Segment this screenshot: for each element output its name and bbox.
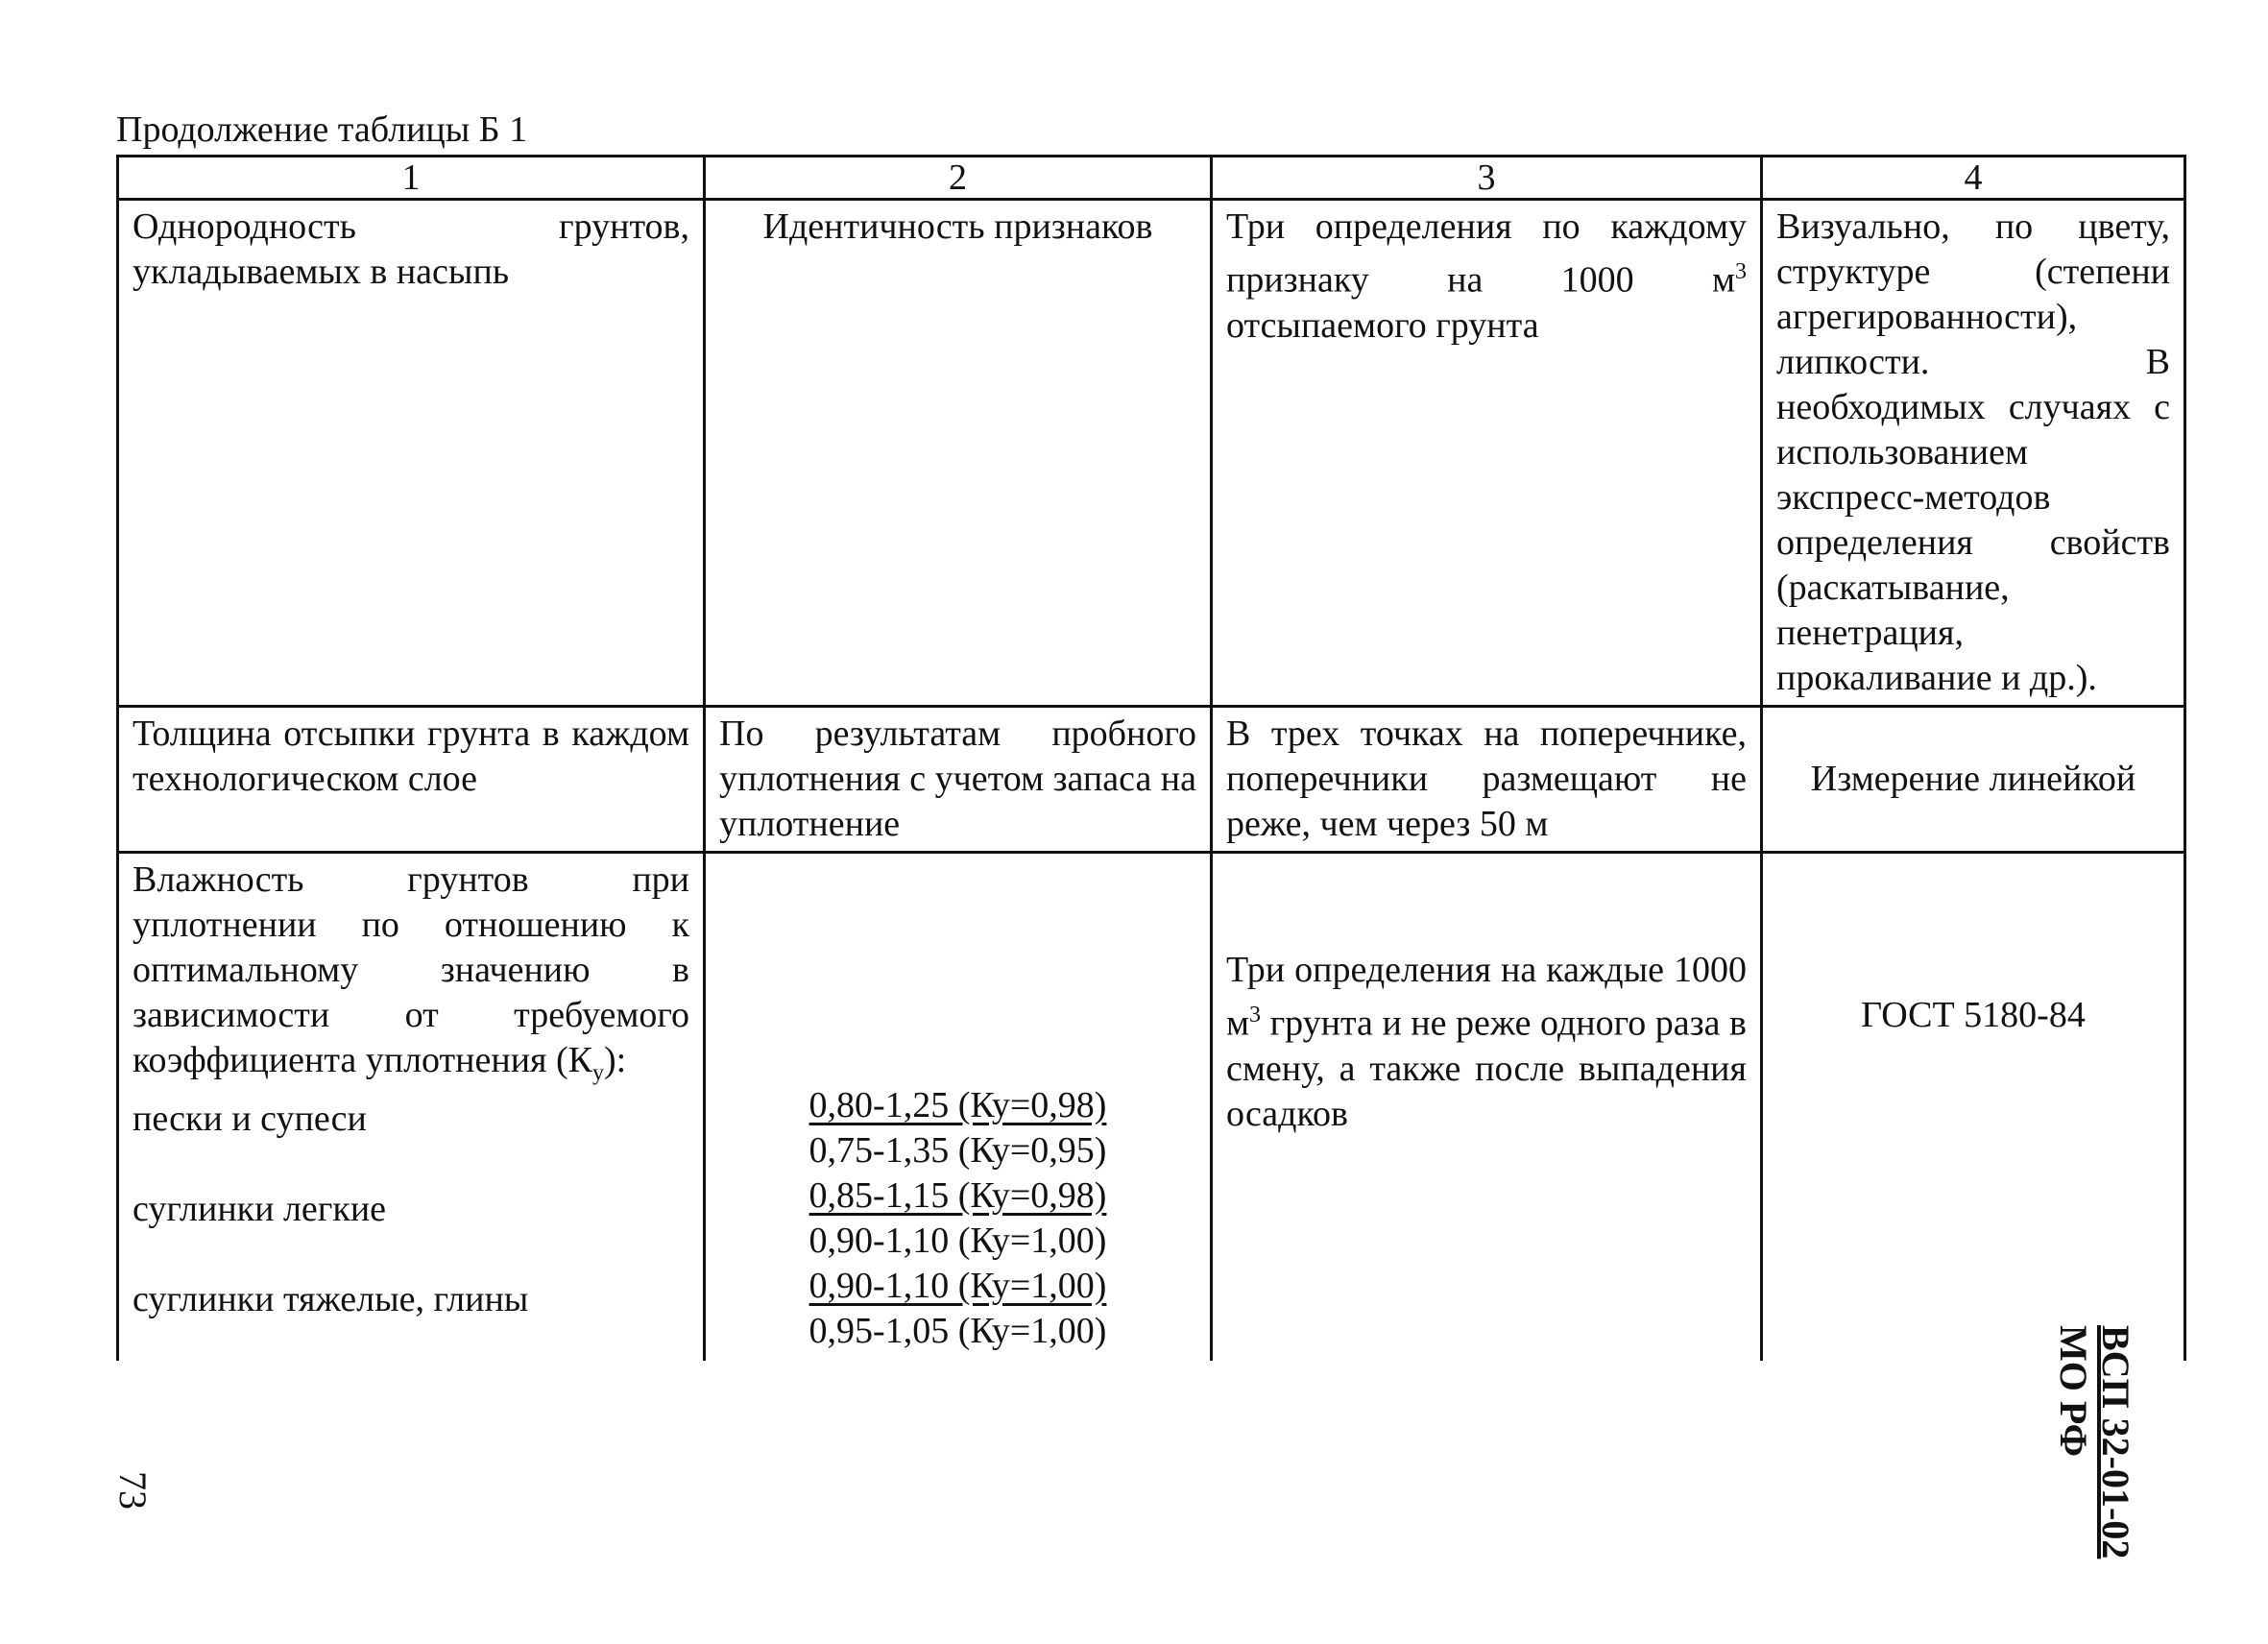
document-code-line1: ВСП 32-01-02 — [2094, 1325, 2137, 1559]
row3-intro-tail: ): — [604, 1040, 627, 1080]
document-code-text — [2052, 1325, 2136, 1559]
cubic-superscript: 3 — [1249, 1003, 1262, 1028]
moisture-range-value: 0,85-1,15 (Ку=0,98) — [808, 1175, 1107, 1216]
moisture-range-value: 0,90-1,10 (Ку=1,00) — [808, 1266, 1107, 1306]
row3-frequency-tail: грунта и не реже одного раза в смену, а также после выпадения осадков — [1226, 1003, 1747, 1134]
column-number-3: 3 — [1212, 157, 1762, 200]
table-row — [118, 853, 2185, 1362]
row1-frequency-tail: отсыпаемого грунта — [1226, 304, 1539, 346]
soil-type-sands: пески и супеси — [133, 1098, 367, 1139]
soil-type-heavy-loams: суглинки тяжелые, глины — [133, 1278, 529, 1319]
table-header-row — [118, 157, 2185, 200]
row3-frequency — [1212, 853, 1762, 1362]
row3-parameter — [118, 853, 705, 1362]
row3-frequency-head: Три определения на каждые 1000 м — [1226, 950, 1747, 1044]
row2-method: Измерение линейкой — [1762, 707, 2185, 853]
row1-frequency — [1212, 200, 1762, 707]
row1-method: Визуально, по цвету, структуре (степени агрегированности), липкости. В необходимых случаях с использованием экспресс-методов определения свойств (раскатывание, пенетрация, прокаливание и др.). — [1762, 200, 2185, 707]
row3-criterion — [705, 853, 1212, 1362]
row3-frequency-text — [1226, 948, 1747, 1137]
row3-intro — [133, 858, 689, 1097]
ky-subscript: у — [592, 1060, 605, 1086]
moisture-range-value: 0,80-1,25 (Ку=0,98) — [808, 1085, 1107, 1125]
moisture-range-value: 0,90-1,10 (Ку=1,00) — [808, 1221, 1107, 1261]
row2-frequency: В трех точках на поперечнике, поперечники размещают не реже, чем через 50 м — [1212, 707, 1762, 853]
document-code — [2052, 1325, 2146, 1575]
cubic-superscript: 3 — [1735, 259, 1747, 284]
column-number-1: 1 — [118, 157, 705, 200]
column-number-2: 2 — [705, 157, 1212, 200]
row1-parameter: Однородность грунтов, укладываемых в насыпь — [118, 200, 705, 707]
row3-intro-text: Влажность грунтов при уплотнении по отношению к оптимальному значению в зависимости от требуемого коэффициента уплотнения (К — [133, 859, 689, 1080]
moisture-range-value: 0,95-1,05 (Ку=1,00) — [808, 1311, 1107, 1351]
gost-reference: ГОСТ 5180-84 — [1861, 995, 2086, 1035]
row3-method — [1762, 853, 2185, 1362]
row2-criterion: По результатам пробного уплотнения с учетом запаса на уплотнение — [705, 707, 1212, 853]
row2-parameter: Толщина отсыпки грунта в каждом технологическом слое — [118, 707, 705, 853]
row1-criterion: Идентичность признаков — [705, 200, 1212, 707]
soil-type-light-loams: суглинки легкие — [133, 1188, 387, 1229]
table-caption: Продолжение таблицы Б 1 — [116, 109, 528, 150]
table-row — [118, 200, 2185, 707]
moisture-range-value: 0,75-1,35 (Ку=0,95) — [808, 1130, 1107, 1171]
table-row — [118, 707, 2185, 853]
page-number: 73 — [111, 1471, 155, 1510]
specification-table — [116, 155, 2186, 1361]
column-number-4: 4 — [1762, 157, 2185, 200]
row1-frequency-text: Три определения по каждому признаку на 1000 м — [1226, 206, 1747, 301]
document-code-line2: МО РФ — [2052, 1325, 2095, 1457]
